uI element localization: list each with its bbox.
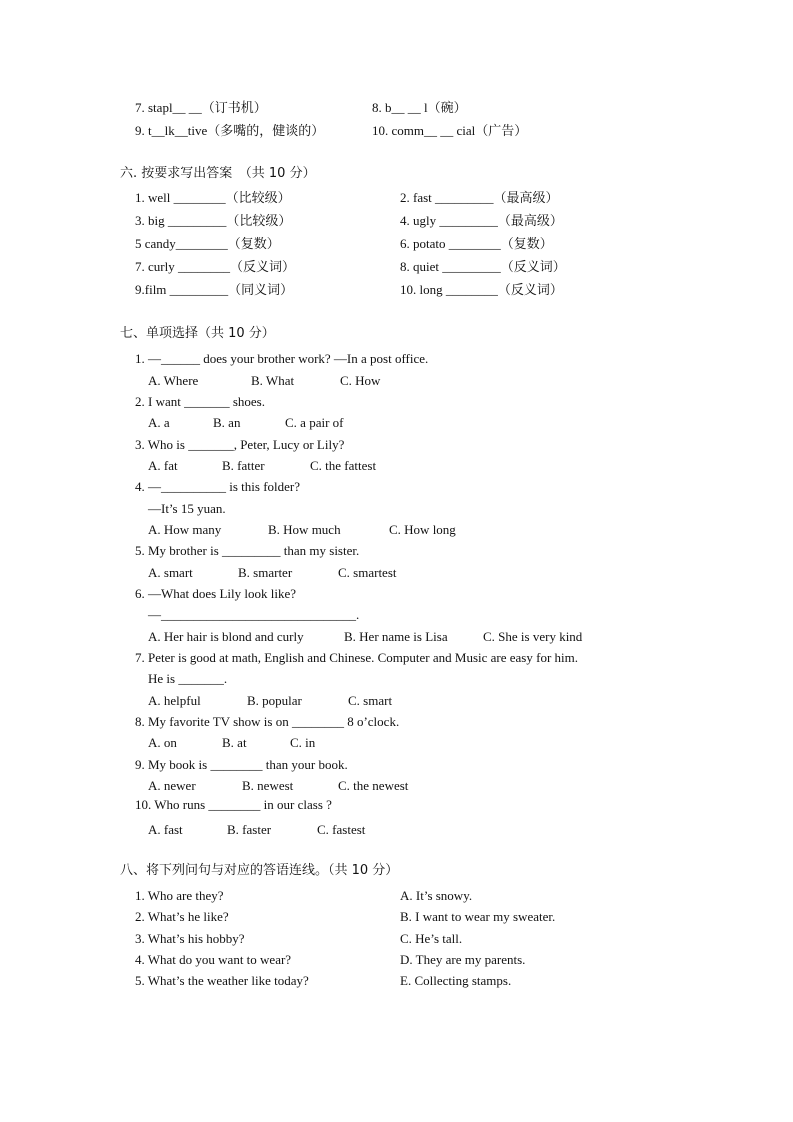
section-6-title: 六. 按要求写出答案 （共 10 分） xyxy=(120,166,316,181)
question-6-reply: —______________________________. xyxy=(148,607,360,622)
section-8-title: 八、将下列问句与对应的答语连线。（共 10 分） xyxy=(120,863,399,878)
option-c: C. the fattest xyxy=(310,458,377,473)
sec5-item-9: 9. t__lk__tive（多嘴的，健谈的） xyxy=(135,123,325,138)
question-4: 4. —__________ is this folder? xyxy=(135,479,301,494)
question-5: 5. My brother is _________ than my sister. xyxy=(135,543,360,558)
option-c: C. How long xyxy=(389,522,456,537)
option-a: A. fast xyxy=(148,822,183,837)
match-question: 3. What’s his hobby? xyxy=(135,931,245,946)
sec6-item: 8. quiet _________（反义词） xyxy=(400,259,566,274)
match-question: 5. What’s the weather like today? xyxy=(135,973,309,988)
sec6-item: 3. big _________（比较级） xyxy=(135,213,292,228)
sec6-item: 4. ugly _________（最高级） xyxy=(400,213,563,228)
sec5-item-10: 10. comm__ __ cial（广告） xyxy=(372,123,528,138)
option-c: C. a pair of xyxy=(285,415,344,430)
option-b: B. fatter xyxy=(222,458,265,473)
match-answer: E. Collecting stamps. xyxy=(400,973,512,988)
option-a: A. How many xyxy=(148,522,222,537)
option-c: C. smart xyxy=(348,693,393,708)
question-9: 9. My book is ________ than your book. xyxy=(135,757,348,772)
match-question: 1. Who are they? xyxy=(135,888,224,903)
option-b: B. Her name is Lisa xyxy=(344,629,448,644)
option-b: B. faster xyxy=(227,822,272,837)
question-1: 1. —______ does your brother work? —In a post office. xyxy=(135,351,429,366)
question-3: 3. Who is _______, Peter, Lucy or Lily? xyxy=(135,437,345,452)
question-6: 6. —What does Lily look like? xyxy=(135,586,297,601)
question-2: 2. I want _______ shoes. xyxy=(135,394,265,409)
option-c: C. She is very kind xyxy=(483,629,583,644)
option-a: A. a xyxy=(148,415,170,430)
question-4-reply: —It’s 15 yuan. xyxy=(148,501,226,516)
match-answer: A. It’s snowy. xyxy=(400,888,473,903)
question-7: 7. Peter is good at math, English and Chinese. Computer and Music are easy for him. xyxy=(135,650,578,665)
option-a: A. Where xyxy=(148,373,199,388)
option-a: A. smart xyxy=(148,565,193,580)
option-a: A. helpful xyxy=(148,693,201,708)
sec6-item: 6. potato ________（复数） xyxy=(400,236,553,251)
match-answer: C. He’s tall. xyxy=(400,931,463,946)
sec6-item: 5 candy________（复数） xyxy=(135,236,280,251)
option-a: A. Her hair is blond and curly xyxy=(148,629,304,644)
match-answer: B. I want to wear my sweater. xyxy=(400,909,556,924)
match-question: 4. What do you want to wear? xyxy=(135,952,292,967)
section-7-title: 七、单项选择（共 10 分） xyxy=(120,326,275,341)
option-b: B. How much xyxy=(268,522,341,537)
sec6-item: 1. well ________（比较级） xyxy=(135,190,291,205)
option-b: B. at xyxy=(222,735,247,750)
option-c: C. in xyxy=(290,735,316,750)
option-b: B. newest xyxy=(242,778,294,793)
option-b: B. smarter xyxy=(238,565,293,580)
sec6-item: 2. fast _________（最高级） xyxy=(400,190,559,205)
match-answer: D. They are my parents. xyxy=(400,952,526,967)
match-question: 2. What’s he like? xyxy=(135,909,229,924)
sec6-item: 9.film _________（同义词） xyxy=(135,282,294,297)
sec6-item: 7. curly ________（反义词） xyxy=(135,259,295,274)
option-a: A. newer xyxy=(148,778,196,793)
option-c: C. smartest xyxy=(338,565,397,580)
sec6-item: 10. long ________（反义词） xyxy=(400,282,563,297)
sec5-item-7: 7. stapl__ __（订书机） xyxy=(135,100,267,115)
question-8: 8. My favorite TV show is on ________ 8 o’clock. xyxy=(135,714,400,729)
option-a: A. fat xyxy=(148,458,178,473)
option-a: A. on xyxy=(148,735,177,750)
sec5-item-8: 8. b__ __ l（碗） xyxy=(372,100,467,115)
option-c: C. How xyxy=(340,373,381,388)
question-10: 10. Who runs ________ in our class ? xyxy=(135,797,332,812)
option-b: B. an xyxy=(213,415,241,430)
question-7-line-2: He is _______. xyxy=(148,671,228,686)
option-c: C. fastest xyxy=(317,822,366,837)
option-b: B. What xyxy=(251,373,295,388)
option-c: C. the newest xyxy=(338,778,409,793)
option-b: B. popular xyxy=(247,693,302,708)
